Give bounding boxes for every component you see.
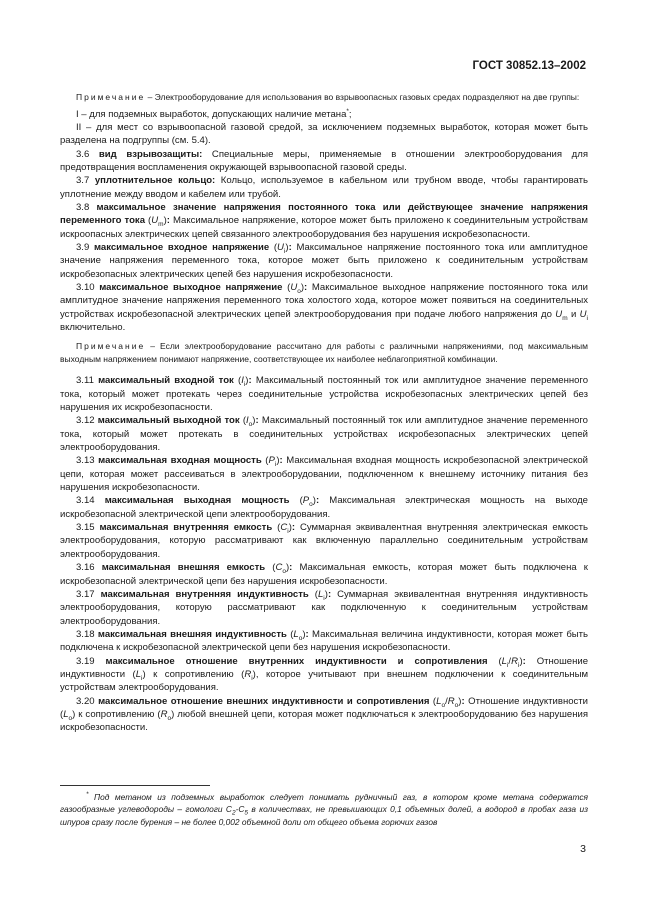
term: максимальное значение напряжения постоянного тока или действующее значение напряжения переменного тока: [60, 201, 588, 227]
term: максимальное входное напряжение: [93, 241, 270, 253]
document-code: ГОСТ 30852.13–2002: [472, 60, 586, 72]
term: максимальный выходной ток: [97, 415, 240, 427]
definition-3-13: 3.13 максимальная входная мощность $(P_i)$: Максимальная входная мощность искробезопасной электрической цепи, которая может рассеиваться в электрооборудовании, подключенном к внешнему источнику питания без нарушения искробезопасности.: [60, 455, 589, 494]
term: максимальная внешняя индуктивность: [97, 628, 287, 640]
definition-3-17: 3.17 максимальная внутренняя индуктивность $(L_i)$: Суммарная эквивалентная внутренняя индуктивность электрооборудования, которую рассматривают как подключенную к соединительным устройствам электрооборудования.: [60, 588, 588, 627]
page-body: [60, 91, 588, 735]
note-label: Примечание: [76, 341, 146, 352]
term: максимальная внешняя емкость: [101, 562, 266, 574]
definition-3-8: 3.8 максимальное значение напряжения постоянного тока или действующее значение напряжения переменного тока $(U_m)$: Максимальное напряжение, которое может быть приложено к соединительным устройствам искроопасных электрических цепей связанного электрооборудования без нарушения искробезопасности.: [60, 201, 588, 240]
page-number: 3: [580, 843, 586, 855]
term: уплотнительное кольцо:: [94, 175, 216, 187]
term: максимальная выходная мощность: [104, 495, 290, 507]
footnote-mark: *: [86, 791, 89, 799]
definition-3-20: 3.20 максимальное отношение внешних индуктивности и сопротивления $(L_o/R_o)$: Отношение индуктивности $(L_o)$ к сопротивлению $(R_o)$ любой внешней цепи, которая может подключаться к электрооборудованию без нарушения искробезопасности.: [60, 695, 589, 734]
term: максимальное выходное напряжение: [99, 281, 283, 293]
definition-3-11: 3.11 максимальный входной ток $(I_i)$: Максимальный постоянный ток или амплитудное значение переменного тока, который может протекать через соединительные устройства искробезопасных электрических цепей без нарушения их искробезопасности.: [60, 375, 589, 414]
definition-3-7: 3.7 уплотнительное кольцо: Кольцо, используемое в кабельном или трубном вводе, чтобы гарантировать уплотнение между вводом и кабелем или трубой.: [60, 175, 588, 200]
definition-3-14: 3.14 максимальная выходная мощность $(P_o)$: Максимальная электрическая мощность на выходе искробезопасной электрической цепи электрооборудования.: [60, 495, 588, 520]
footnote-divider: [60, 785, 210, 786]
definition-3-9: 3.9 максимальное входное напряжение $(U_i)$: Максимальное напряжение постоянного тока или амплитудное значение напряжения переменного тока, которое может быть приложено к соединительным устройствам искробезопасных электрических цепей без нарушения искробезопасности.: [60, 241, 588, 280]
definition-3-12: 3.12 максимальный выходной ток $(I_o)$: Максимальный постоянный ток или амплитудное значение переменного тока, который может протекать в соединительных устройствах искробезопасных электрических цепей электрооборудования.: [60, 415, 588, 454]
group-item: II – для мест со взрывоопасной газовой средой, за исключением подземных выработок, которая может быть разделена на подгруппы (см. 5.4).: [60, 121, 588, 147]
term: максимальная входная мощность: [98, 455, 262, 467]
term: максимальный входной ток: [98, 375, 234, 387]
term: максимальное отношение внутренних индуктивности и сопротивления: [105, 655, 488, 667]
definition-3-16: 3.16 максимальная внешняя емкость $(C_o)$: Максимальная емкость, которая может быть подключена к искробезопасной электрической цепи без нарушения искробезопасности.: [60, 562, 588, 587]
note-label: Примечание: [76, 92, 146, 102]
definition-3-19: 3.19 максимальное отношение внутренних индуктивности и сопротивления $(L_i/R_i)$: Отношение индуктивности $(L_i)$ к сопротивлению $(R_i)$, которое учитывают при внешнем подключении к соединительным устройствам электрооборудования.: [60, 655, 589, 694]
note-paragraph: [60, 91, 588, 104]
definition-3-15: 3.15 максимальная внутренняя емкость $(C_i)$: Суммарная эквивалентная внутренняя электрическая емкость электрооборудования, которую рассматривают как включенную параллельно соединительным устройствам электрооборудования.: [60, 522, 589, 560]
group-item: I – для подземных выработок, допускающих наличие метана*;: [76, 107, 352, 120]
definition-3-10: 3.10 максимальное выходное напряжение $(U_o)$: Максимальное выходное напряжение постоянного тока или амплитудное значение напряжения переменного тока холостого хода, которое может появиться на соединительных устройствах искробезопасной электрических цепей электрооборудования при подаче любого напряжения до $U_m$ и $U_i$ включительно.: [60, 281, 588, 333]
note-text: – Если электрооборудование рассчитано для работы с различными напряжениями, под максимальным выходным напряжением понимают напряжение, соответствующее их наиболее неблагоприятной комбинации.: [60, 341, 588, 364]
term: максимальная внутренняя емкость: [99, 522, 273, 534]
note-paragraph: [60, 340, 588, 365]
definition-3-18: 3.18 максимальная внешняя индуктивность $(L_o)$: Максимальная величина индуктивности, которая может быть подключена к искробезопасной электрической цепи без нарушения искробезопасности.: [60, 628, 589, 654]
footnote-ref: *: [346, 107, 349, 115]
term: вид взрывозащиты:: [98, 148, 203, 160]
footnote: * Под метаном из подземных выработок следует понимать рудничный газ, в котором кроме метана содержатся газообразные углеводороды – гомологи $C_2-C_5$ в количествах, не превышающих 0,1 объемных долей, а водород в пробах газа из шпуров сразу после бурения – не более 0,002 объемной доли от общего объема горючих газов: [60, 791, 588, 827]
term: максимальное отношение внешних индуктивности и сопротивления: [98, 695, 430, 707]
definition-3-6: 3.6 вид взрывозащиты: Специальные меры, применяемые в отношении электрооборудования для предотвращения воспламенения окружающей взрывоопасной газовой среды.: [60, 148, 588, 173]
note-text: – Электрооборудование для использования во взрывоопасных газовых средах подразделяют на две группы:: [145, 92, 580, 102]
term: максимальная внутренняя индуктивность: [100, 588, 309, 600]
